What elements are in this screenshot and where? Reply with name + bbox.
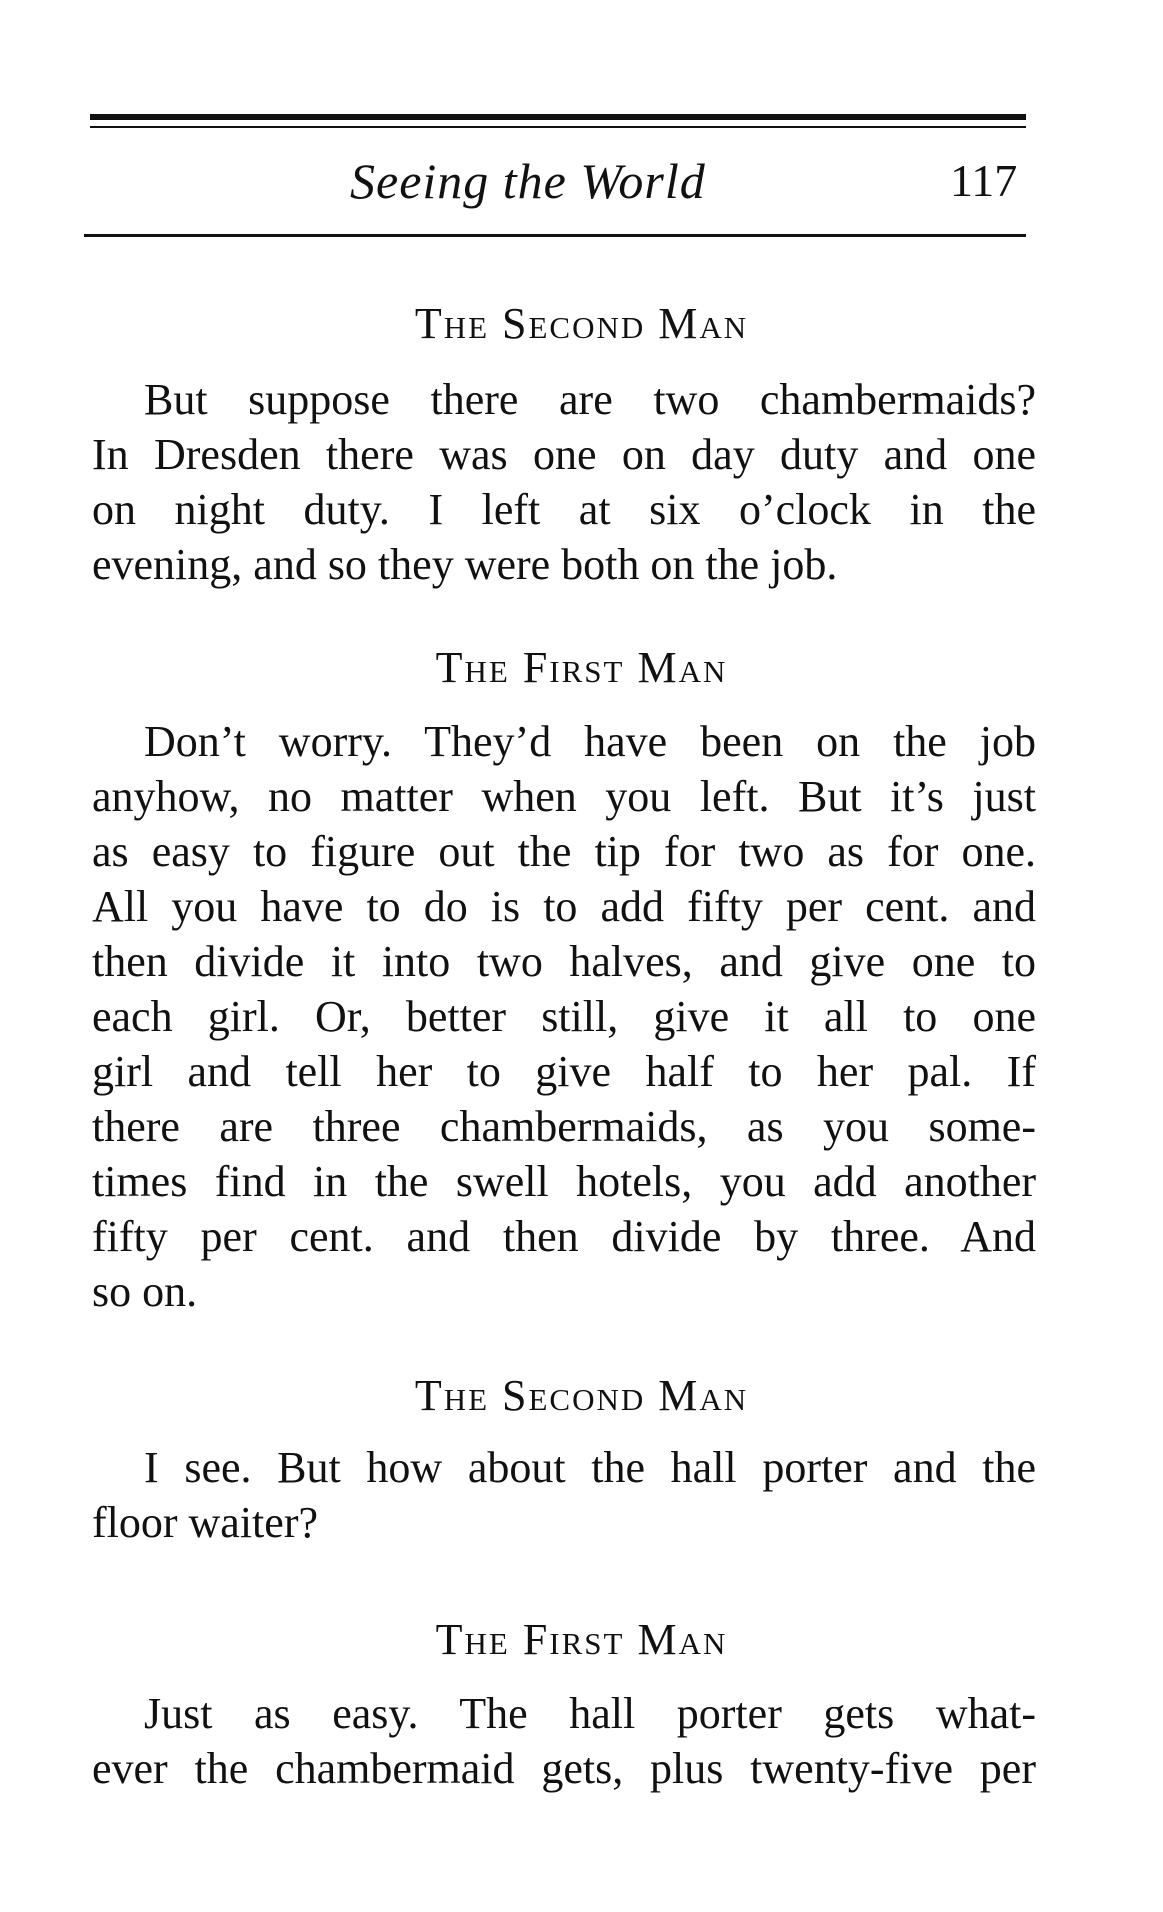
text-line: Don’t worry. They’d have been on the job — [144, 717, 1036, 766]
text-line: girl and tell her to give half to her pal. If — [92, 1047, 1036, 1096]
text-line: so on. — [92, 1267, 198, 1316]
text-line: each girl. Or, better still, give it all to one — [92, 992, 1036, 1041]
dialogue-paragraph — [92, 1440, 1036, 1550]
text-line: fifty per cent. and then divide by three. And — [92, 1212, 1036, 1261]
text-line: on night duty. I left at six o’clock in the — [92, 485, 1036, 534]
header-bottom-rule — [84, 234, 1026, 237]
text-line: then divide it into two halves, and give one to — [92, 937, 1036, 986]
speaker-heading: The Second Man — [414, 1371, 749, 1420]
page-number: 117 — [950, 155, 1018, 206]
text-line: In Dresden there was one on day duty and one — [92, 430, 1036, 479]
speaker-heading: The First Man — [435, 1615, 728, 1664]
speaker-heading: The Second Man — [414, 299, 749, 348]
text-line: times find in the swell hotels, you add another — [92, 1157, 1036, 1206]
header-rule-thick — [90, 114, 1026, 120]
text-line: as easy to figure out the tip for two as for one. — [92, 827, 1036, 876]
dialogue-paragraph — [92, 1686, 1036, 1796]
dialogue-paragraph — [92, 372, 1036, 592]
speaker-heading: The First Man — [435, 643, 728, 692]
header-rule-thin — [90, 126, 1026, 128]
text-line: But suppose there are two chambermaids? — [144, 375, 1036, 424]
text-line: there are three chambermaids, as you some- — [92, 1102, 1036, 1151]
text-line: floor waiter? — [92, 1498, 318, 1547]
text-line: anyhow, no matter when you left. But it’s just — [92, 772, 1036, 821]
text-line: All you have to do is to add fifty per cent. and — [92, 882, 1036, 931]
text-line: ever the chambermaid gets, plus twenty-five per — [92, 1744, 1036, 1793]
text-line: evening, and so they were both on the job. — [92, 540, 838, 589]
text-line: I see. But how about the hall porter and the — [144, 1443, 1036, 1492]
dialogue-paragraph — [92, 714, 1036, 1319]
running-title: Seeing the World — [350, 153, 706, 209]
text-line: Just as easy. The hall porter gets what- — [144, 1689, 1036, 1738]
